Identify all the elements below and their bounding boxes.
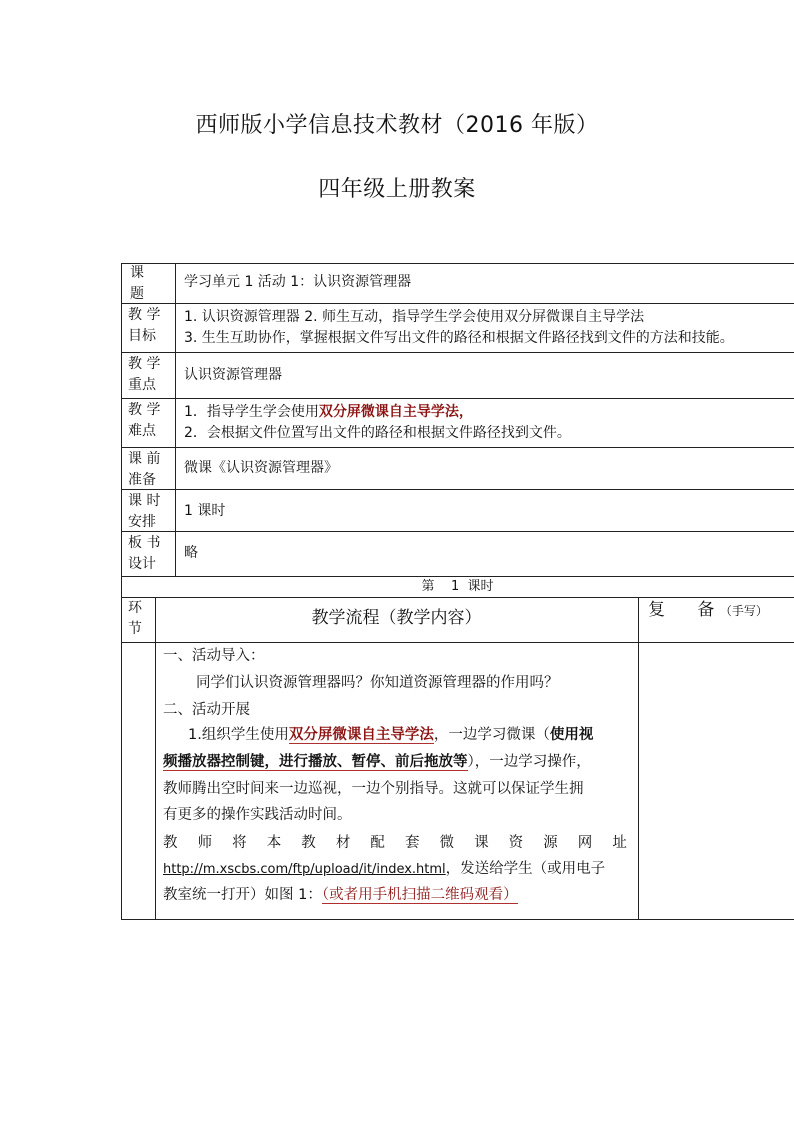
label-key-line2: 重点 (128, 377, 156, 393)
col-header-review-text: 复 备 (648, 600, 715, 620)
spread-char: 配 (370, 835, 385, 851)
spread-char: 网 (577, 835, 593, 851)
label-key-line1: 教 学 (128, 356, 161, 372)
label-preparation (128, 449, 174, 491)
content-p5a: 频播放器控制键，进行播放、暂停、前后拖放等 (163, 754, 468, 770)
label-prep-line1: 课 前 (128, 451, 161, 467)
col-header-process (155, 604, 638, 632)
label-topic (130, 263, 170, 305)
content-line-7 (163, 802, 352, 828)
row-divider (121, 352, 794, 353)
col-header-step (128, 598, 152, 640)
label-objectives-line1: 教 学 (128, 307, 161, 323)
label-objectives (128, 305, 174, 347)
content-line-3 (163, 697, 250, 723)
difficulty-line-1 (184, 402, 571, 423)
spread-char: 资 (508, 835, 524, 851)
difficulty-line-1-a: 1．指导学生学会使用 (184, 404, 319, 420)
row-divider (121, 531, 794, 532)
content-section-intro: 一、活动导入： (163, 648, 265, 664)
col-header-review (648, 598, 768, 623)
label-objectives-line2: 目标 (128, 328, 156, 344)
col-header-review-note: （手写） (719, 604, 768, 618)
col-header-process-text: 教学流程（教学内容） (311, 608, 482, 628)
label-column-divider (175, 263, 176, 576)
difficulties-value (184, 402, 571, 444)
spread-char: 源 (543, 835, 558, 851)
col-header-step-line2: 节 (128, 621, 142, 637)
label-board-line1: 板 书 (128, 535, 161, 551)
label-board (128, 533, 174, 575)
content-method-highlight: 双分屏微课自主导学法 (288, 727, 434, 743)
content-line-1 (163, 643, 265, 669)
spread-char: 教 (301, 835, 316, 851)
spread-char: 套 (404, 835, 420, 851)
content-line-10 (163, 882, 518, 908)
spread-char: 址 (612, 835, 627, 851)
content-intro-question: 同学们认识资源管理器吗？你知道资源管理器的作用吗？ (196, 675, 559, 691)
label-prep-line2: 准备 (128, 472, 156, 488)
content-line-4 (188, 722, 593, 748)
spread-char: 将 (232, 835, 247, 851)
schedule-text: 1 课时 (184, 503, 226, 519)
row-divider (121, 489, 794, 490)
topic-text: 学习单元 1 活动 1：认识资源管理器 (184, 274, 412, 290)
content-p6: 教师腾出空时间来一边巡视，一边个别指导。这就可以保证学生拥 (163, 781, 584, 797)
objective-line-1: 1. 认识资源管理器 2. 师生互动，指导学生学会使用双分屏微课自主导学法 (184, 309, 645, 325)
content-line-2 (196, 670, 559, 696)
content-p4a: 1.组织学生使用 (188, 727, 289, 743)
session-header (121, 577, 794, 597)
content-p7: 有更多的操作实践活动时间。 (163, 807, 352, 823)
label-sched-line1: 课 时 (128, 493, 161, 509)
difficulty-highlight: 双分屏微课自主导学法， (318, 404, 473, 420)
spread-char: 本 (266, 835, 282, 851)
spread-char: 师 (197, 835, 213, 851)
content-p9b: ，发送给学生（或用电子 (445, 861, 606, 877)
table-border-top (121, 263, 794, 264)
preparation-text: 微课《认识资源管理器》 (184, 460, 338, 476)
row-divider (121, 398, 794, 399)
content-section-activity: 二、活动开展 (163, 702, 250, 718)
spread-char: 教 (163, 835, 178, 851)
key-points-value (184, 365, 282, 386)
document-title: 西师版小学信息技术教材（2016 年版） (195, 113, 599, 138)
col-header-step-line1: 环 (128, 600, 142, 616)
label-sched-line2: 安排 (128, 514, 156, 530)
spread-char: 课 (474, 835, 489, 851)
document-subtitle: 四年级上册教案 (318, 177, 476, 202)
preparation-value (184, 458, 338, 479)
board-text: 略 (184, 545, 198, 561)
label-difficulties (128, 400, 174, 442)
label-diff-line1: 教 学 (128, 402, 161, 418)
difficulty-line-2: 2．会根据文件位置写出文件的路径和根据文件路径找到文件。 (184, 425, 571, 441)
review-column-divider (638, 597, 639, 919)
content-line-5 (163, 749, 591, 775)
session-header-text: 第 1 课时 (421, 579, 494, 594)
content-line-8 (163, 830, 627, 856)
spread-char: 微 (439, 835, 454, 851)
row-divider (121, 303, 794, 304)
topic-value (184, 272, 411, 293)
label-topic-line2: 题 (130, 286, 144, 302)
content-p5b: ），一边学习操作， (467, 754, 591, 770)
label-topic-line1: 课 (130, 265, 144, 281)
schedule-value (184, 501, 225, 522)
content-p10a: 教室统一打开）如图 1： (163, 887, 322, 903)
board-value (184, 543, 198, 564)
step-column-divider (155, 597, 156, 919)
objective-line-2: 3. 生生互助协作，掌握根据文件写出文件的路径和根据文件路径找到文件的方法和技能。 (184, 330, 734, 346)
label-diff-line2: 难点 (128, 423, 156, 439)
table-border-bottom (121, 919, 794, 920)
objectives-value (184, 307, 734, 349)
content-p4d: 使用视 (549, 727, 594, 743)
content-qr-note: （或者用手机扫描二维码观看） (321, 887, 518, 903)
label-key-points (128, 354, 174, 396)
key-points-text: 认识资源管理器 (184, 367, 282, 383)
content-line-9 (163, 856, 605, 883)
spread-char: 材 (335, 835, 351, 851)
row-divider (121, 447, 794, 448)
label-board-line2: 设计 (128, 556, 156, 572)
label-schedule (128, 491, 174, 533)
content-p4c: ，一边学习微课（ (433, 727, 550, 743)
content-line-6 (163, 776, 584, 802)
resource-link[interactable]: http://m.xscbs.com/ftp/upload/it/index.html (163, 862, 446, 877)
